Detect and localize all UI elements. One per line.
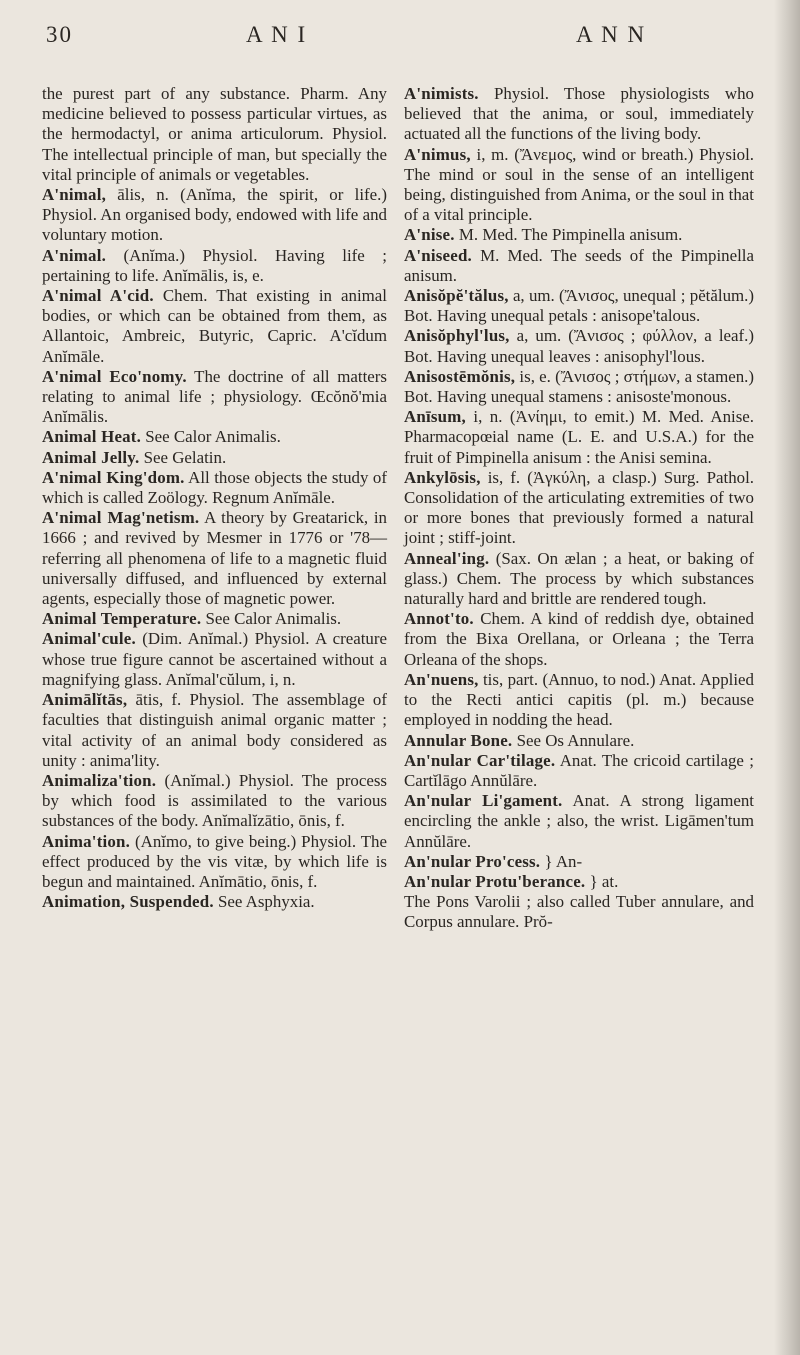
definition: ātis, f. Physiol. The assemblage of faculties that distinguish animal organic matter ; vital activity of an animal body considered as unity : anima'lity.	[42, 690, 387, 770]
headword: Anisŏphyl'lus,	[404, 326, 510, 346]
dictionary-entry	[404, 326, 754, 366]
headword: A'nimus,	[404, 144, 471, 164]
headword: Animal Heat.	[42, 427, 142, 447]
dictionary-entry	[404, 670, 754, 731]
definition: is, e. (Ἄνισος ; στήμων, a stamen.) Bot. Having unequal stamens : anisoste'monous.	[404, 366, 755, 407]
headword: Anisostēmŏnis,	[404, 366, 516, 386]
dictionary-entry	[42, 84, 387, 185]
headword: Animālĭtās,	[42, 690, 128, 710]
dictionary-entry	[404, 367, 754, 407]
definition: See Calor Animalis.	[141, 427, 281, 447]
headword: Anisŏpĕ'tălus,	[404, 286, 509, 306]
headword: Animal Jelly.	[42, 447, 140, 467]
headword: Anneal'ing.	[404, 548, 490, 568]
guide-word-right: A N N	[576, 22, 647, 47]
left-column	[42, 84, 387, 912]
definition: Chem. A kind of reddish dye, obtained from the Bixa Orellana, or Orleana ; the Terra Orleana of the shops.	[404, 609, 754, 669]
definition: (Dim. Anĭmal.) Physiol. A creature whose true figure cannot be ascertained without a magnifying glass. Anĭmal'cŭlum, i, n.	[42, 629, 387, 689]
dictionary-entry	[42, 185, 387, 246]
dictionary-entry	[42, 468, 387, 508]
definition: (Anĭma.) Physiol. Having life ; pertaining to life. Anĭmālis, is, e.	[42, 245, 387, 285]
headword: A'nimal Eco'nomy.	[42, 366, 187, 386]
headword: A'niseed.	[404, 245, 472, 265]
dictionary-entry	[42, 246, 387, 286]
headword: A'nimal A'cid.	[42, 286, 154, 306]
definition: Anat. The cricoid cartilage ; Cartĭlāgo Annŭlāre.	[404, 750, 754, 790]
dictionary-entry	[404, 246, 754, 286]
definition: The Pons Varolii ; also called Tuber annulare, and Corpus annulare. Prŏ-	[404, 892, 754, 932]
definition: Physiol. Those physiologists who believed that the anima, or soul, immediately actuated all the functions of the living body.	[404, 84, 754, 144]
headword: A'nimal,	[42, 185, 107, 205]
definition: Chem. That existing in animal bodies, or which can be obtained from them, as Allantoic, Ambreic, Butyric, Capric. A'cĭdum Anĭmāle.	[42, 286, 387, 366]
definition: i, m. (Ἄνεμος, wind or breath.) Physiol. The mind or soul in the sense of an intelligent being, distinguished from Anima, or the soul in that of a vital principle.	[404, 144, 754, 225]
headword: A'nimal King'dom.	[42, 467, 185, 487]
dictionary-entry	[404, 731, 754, 751]
dictionary-entry	[42, 427, 387, 447]
definition: a, um. (Ἄνισος ; φύλλον, a leaf.) Bot. Having unequal leaves : anisophyl'lous.	[404, 326, 754, 366]
definition: tis, part. (Annuo, to nod.) Anat. Applied to the Recti antici capitis (pl. m.) because employed in nodding the head.	[404, 669, 754, 730]
headword: An'nular Car'tilage.	[404, 750, 556, 770]
dictionary-entry	[404, 407, 754, 468]
definition: See Asphyxia.	[213, 892, 315, 912]
headword: Anima'tion.	[42, 831, 131, 851]
dictionary-entry	[404, 791, 754, 852]
dictionary-entry	[404, 892, 754, 932]
dictionary-entry	[42, 508, 387, 609]
dictionary-entry	[404, 609, 754, 670]
definition: A theory by Greatarick, in 1666 ; and revived by Mesmer in 1776 or '78—referring all phenomena of life to a magnetic fluid universally diffused, and influenced by external agents, especially those of magnetic power.	[42, 508, 387, 609]
definition: M. Med. The seeds of the Pimpinella anisum.	[404, 245, 754, 285]
definition: See Gelatin.	[139, 447, 227, 467]
page-number: 30	[46, 22, 73, 47]
headword: A'nimal.	[42, 245, 107, 265]
right-column	[404, 84, 754, 933]
dictionary-entry	[42, 367, 387, 428]
guide-word-left: A N I	[246, 22, 308, 47]
definition: Anat. A strong ligament encircling the ankle ; also, the wrist. Ligāmen'tum Annŭlāre.	[404, 791, 754, 851]
dictionary-entry	[404, 852, 754, 872]
dictionary-entry	[404, 549, 754, 610]
headword: A'nimists.	[404, 84, 479, 103]
definition: All those objects the study of which is called Zoölogy. Regnum Anĭmāle.	[42, 467, 387, 508]
dictionary-entry	[42, 832, 387, 893]
headword: Animaliza'tion.	[42, 770, 157, 790]
dictionary-entry	[42, 629, 387, 690]
definition: M. Med. The Pimpinella anisum.	[454, 225, 683, 245]
headword: An'nular Protu'berance.	[404, 871, 586, 891]
dictionary-entry	[42, 690, 387, 771]
definition: (Anĭmo, to give being.) Physiol. The effect produced by the vis vitæ, by which life is begun and maintained. Anĭmātio, ōnis, f.	[42, 831, 387, 891]
definition: a, um. (Ἄνισος, unequal ; pĕtălum.) Bot. Having unequal petals : anisope'talous.	[404, 286, 754, 326]
headword: Animal'cule.	[42, 629, 136, 649]
dictionary-entry	[42, 771, 387, 832]
dictionary-entry	[404, 286, 754, 326]
headword: An'nular Pro'cess.	[404, 851, 541, 871]
dictionary-entry	[42, 892, 387, 912]
headword: Anīsum,	[404, 407, 466, 427]
headword: Animal Temperature.	[42, 609, 202, 629]
dictionary-entry	[404, 84, 754, 145]
dictionary-entry	[404, 751, 754, 791]
headword: A'nimal Mag'netism.	[42, 508, 200, 528]
definition: See Os Annulare.	[512, 730, 635, 750]
definition: is, f. (Ἀγκύλη, a clasp.) Surg. Pathol. Consolidation of the articulating extremities of two or more bones that previously formed a natural joint ; stiff-joint.	[404, 467, 754, 548]
dictionary-entry	[404, 468, 754, 549]
headword: Annot'to.	[404, 609, 474, 629]
headword: A'nise.	[404, 225, 455, 245]
definition: i, n. (Ἀνίημι, to emit.) M. Med. Anise. Pharmacopœial name (L. E. and U.S.A.) for the fruit of Pimpinella anisum : the Anisi semina.	[404, 407, 754, 467]
headword: An'nular Li'gament.	[404, 791, 563, 811]
headword: An'nuens,	[404, 669, 479, 689]
dictionary-entry	[42, 609, 387, 629]
definition: } at.	[585, 871, 619, 891]
dictionary-entry	[404, 145, 754, 226]
dictionary-entry	[404, 225, 754, 245]
definition: See Calor Animalis.	[201, 609, 342, 629]
headword: Ankylōsis,	[404, 467, 481, 487]
definition: (Anĭmal.) Physiol. The process by which food is assimilated to the various substances of the body. Anĭmalĭzātio, ōnis, f.	[42, 770, 387, 831]
headword: Annular Bone.	[404, 730, 513, 750]
running-header	[46, 22, 770, 54]
definition: The doctrine of all matters relating to animal life ; physiology. Œcŏnŏ'mia Anĭmālis.	[42, 366, 387, 427]
headword: Animation, Suspended.	[42, 892, 214, 912]
dictionary-entry	[42, 286, 387, 367]
definition: (Sax. On ælan ; a heat, or baking of glass.) Chem. The process by which substances naturally hard and brittle are rendered tough.	[404, 548, 754, 609]
dictionary-entry	[42, 448, 387, 468]
dictionary-entry	[404, 872, 754, 892]
page-spine-shadow	[774, 0, 800, 1355]
definition: } An-	[540, 851, 583, 871]
definition: ālis, n. (Anĭma, the spirit, or life.) Physiol. An organised body, endowed with life and voluntary motion.	[42, 185, 387, 245]
definition: the purest part of any substance. Pharm. Any medicine believed to possess particular virtues, as the hermodactyl, or anima articulorum. Physiol. The intellectual principle of man, but specially the vital principle of animals or vegetables.	[42, 84, 387, 184]
